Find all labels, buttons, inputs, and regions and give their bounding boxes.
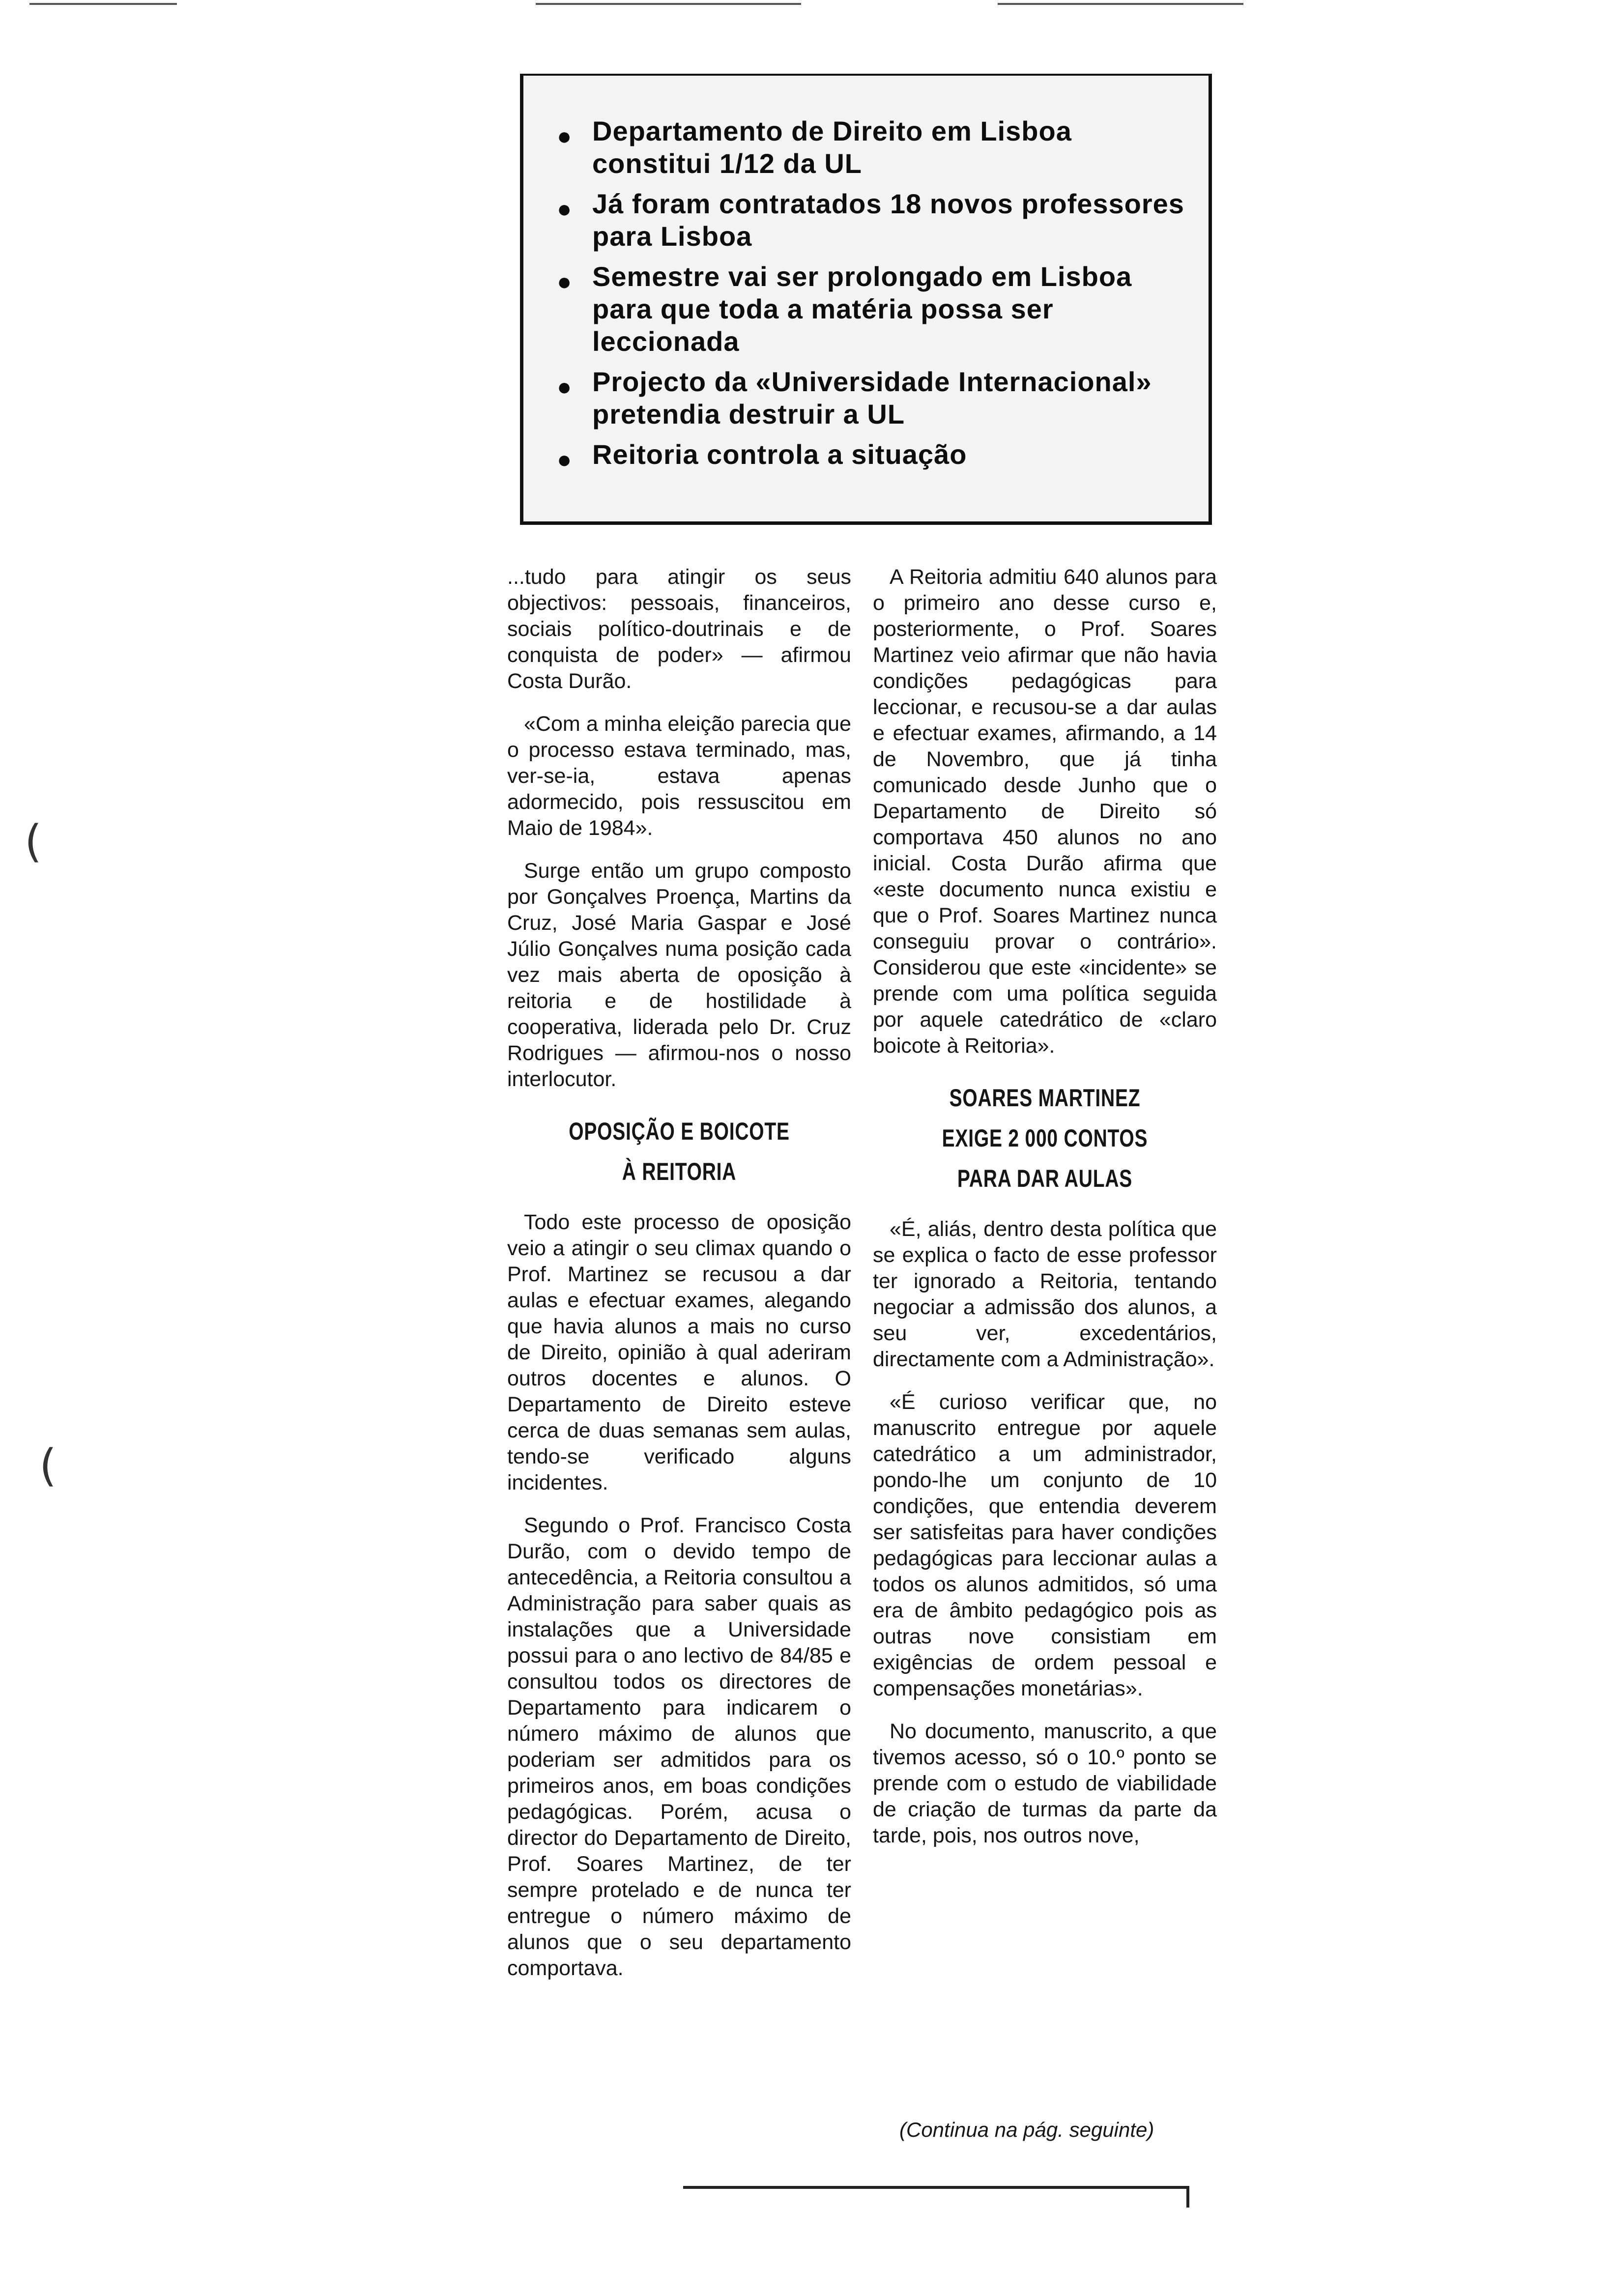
- headline-text: Semestre vai ser prolongado em Lisboa para que toda a matéria possa ser leccionada: [592, 261, 1132, 357]
- subhead-line: À REITORIA: [622, 1158, 737, 1185]
- section-subhead-martinez: [911, 1078, 1179, 1199]
- headline-text: Departamento de Direito em Lisboa constitui 1/12 da UL: [592, 115, 1072, 179]
- margin-mark-upper: (: [25, 816, 42, 867]
- bottom-rule: [683, 2186, 1189, 2189]
- article-paragraph: «É, aliás, dentro desta política que se explica o facto de esse professor ter ignorado a Reitoria, tentando negociar a admissão dos alunos, a seu ver, excedentários, directamente com a Administração».: [873, 1217, 1217, 1371]
- headline-item: [553, 115, 1189, 180]
- article-paragraph: Todo este processo de oposição veio a atingir o seu climax quando o Prof. Martinez se recusou a dar aulas e efectuar exames, alegando que havia alunos a mais no curso de Direito, opinião à qual aderiram outros docentes e alunos. O Departamento de Direito esteve cerca de duas semanas sem aulas, tendo-se verificado alguns incidentes.: [507, 1210, 851, 1494]
- subhead-line: EXIGE 2 000 CONTOS: [942, 1124, 1148, 1152]
- bullet-icon: ●: [557, 122, 573, 150]
- bottom-rule-tick: [1186, 2186, 1189, 2208]
- bullet-icon: ●: [557, 268, 573, 295]
- subhead-line: SOARES MARTINEZ: [949, 1084, 1141, 1112]
- headline-item: [553, 260, 1189, 358]
- article-paragraph: A Reitoria admitiu 640 alunos para o primeiro ano desse curso e, posteriormente, o Prof. Soares Martinez veio afirmar que não havia condições pedagógicas para leccionar, e recusou-se a dar aulas e efectuar exames, afirmando, a 14 de Novembro, que já tinha comunicado desde Junho que o Departamento de Direito só comportava 450 alunos no ano inicial. Costa Durão afirma que «este documento nunca existiu e que o Prof. Soares Martinez nunca conseguiu provar o contrário». Considerou que este «incidente» se prende com uma política seguida por aquele catedrático de «claro boicote à Reitoria».: [873, 565, 1217, 1058]
- article-paragraph: «Com a minha eleição parecia que o processo estava terminado, mas, ver-se-ia, estava apenas adormecido, pois ressuscitou em Maio de 1984».: [507, 712, 851, 840]
- section-subhead-opposition: [545, 1111, 813, 1192]
- headline-item: [553, 188, 1189, 253]
- article-paragraph: Surge então um grupo composto por Gonçalves Proença, Martins da Cruz, José Maria Gaspar e José Júlio Gonçalves numa posição cada vez mais aberta de oposição à reitoria e de hostilidade à cooperativa, liderada pelo Dr. Cruz Rodrigues — afirmou-nos o nosso interlocutor.: [507, 859, 851, 1091]
- top-rule-mid: [536, 3, 801, 5]
- subhead-line: PARA DAR AULAS: [957, 1165, 1133, 1192]
- headline-item: [553, 366, 1189, 430]
- top-rule-left: [29, 3, 177, 5]
- subhead-line: OPOSIÇÃO E BOICOTE: [569, 1118, 790, 1145]
- headline-box: [520, 74, 1212, 525]
- article-paragraph: No documento, manuscrito, a que tivemos acesso, só o 10.º ponto se prende com o estudo de viabilidade de criação de turmas da parte da tarde, pois, nos outros nove,: [873, 1720, 1217, 1847]
- article-paragraph: «É curioso verificar que, no manuscrito entregue por aquele catedrático a um administrador, pondo-lhe um conjunto de 10 condições, que entendia deverem ser satisfeitas para haver condições pedagógicas para leccionar aulas a todos os alunos admitidos, só uma era de âmbito pedagógico pois as outras nove consistiam em exigências de ordem pessoal e compensações monetárias».: [873, 1390, 1217, 1700]
- headline-text: Projecto da «Universidade Internacional» pretendia destruir a UL: [592, 366, 1152, 430]
- bullet-icon: ●: [557, 373, 573, 401]
- article-paragraph: Segundo o Prof. Francisco Costa Durão, com o devido tempo de antecedência, a Reitoria consultou a Administração para saber quais as instalações que a Universidade possui para o ano lectivo de 84/85 e consultou todos os directores de Departamento para indicarem o número máximo de alunos que poderiam ser admitidos para os primeiros anos, em boas condições pedagógicas. Porém, acusa o director do Departamento de Direito, Prof. Soares Martinez, de ter sempre protelado e de nunca ter entregue o número máximo de alunos que o seu departamento comportava.: [507, 1514, 851, 1980]
- left-column: [507, 564, 851, 1998]
- bullet-icon: ●: [557, 195, 573, 223]
- headline-text: Já foram contratados 18 novos professores para Lisboa: [592, 188, 1184, 252]
- article-paragraph: ...tudo para atingir os seus objectivos: pessoais, financeiros, sociais político-doutrinais e de conquista de poder» — afirmou Costa Durão.: [507, 565, 851, 693]
- right-column: [873, 564, 1217, 1866]
- headline-item: [553, 438, 1189, 471]
- margin-mark-lower: (: [39, 1440, 57, 1492]
- headline-text: Reitoria controla a situação: [592, 439, 967, 470]
- top-rule-right: [998, 3, 1243, 5]
- bullet-icon: ●: [557, 446, 573, 473]
- continuation-note: (Continua na pág. seguinte): [899, 2118, 1154, 2141]
